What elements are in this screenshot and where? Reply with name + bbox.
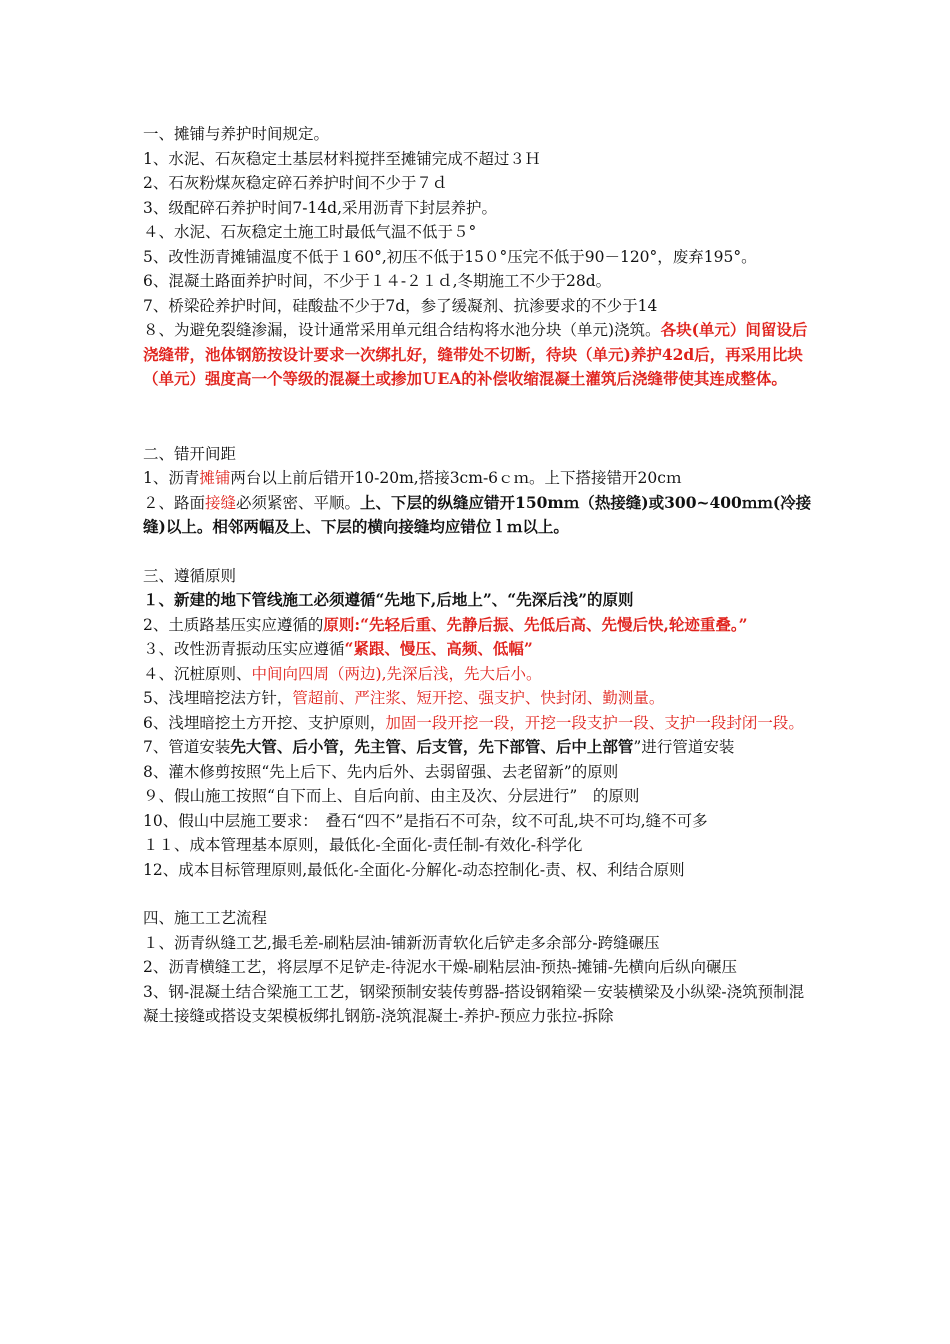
paragraph bbox=[143, 466, 813, 491]
text-run: ４、沉桩原则、 bbox=[143, 664, 252, 683]
paragraph: 7、桥梁砼养护时间，硅酸盐不少于7d，参了缓凝剂、抗渗要求的不少于14 bbox=[143, 296, 658, 315]
highlighted-text: 中间向四周（两边),先深后浅，先大后小。 bbox=[251, 664, 542, 683]
paragraph bbox=[143, 735, 813, 760]
paragraph bbox=[143, 637, 813, 662]
text-run: ３、改性沥青振动压实应遵循 bbox=[143, 640, 345, 658]
section-2 bbox=[143, 442, 813, 540]
paragraph bbox=[143, 613, 813, 638]
text-run: ”进行管道安装 bbox=[633, 738, 735, 756]
paragraph: 5、改性沥青摊铺温度不低于１60°,初压不低于15０°压完不低于90－120°，废弃195°。 bbox=[143, 247, 757, 266]
text-run: 1、沥青 bbox=[143, 469, 200, 487]
section-heading: 三、遵循原则 bbox=[143, 566, 237, 585]
paragraph: １１、成本管理基本原则，最低化-全面化-责任制-有效化-科学化 bbox=[143, 836, 583, 854]
text-run: 2、土质路基压实应遵循的 bbox=[143, 615, 324, 634]
text-run: 7、管道安装 bbox=[143, 738, 231, 756]
section-heading: 二、错开间距 bbox=[143, 444, 237, 463]
section-heading: 一、摊铺与养护时间规定。 bbox=[143, 125, 330, 143]
text-run: 两台以上前后错开10-20m,搭接3cm-6ｃｍ。上下搭接错开20cｍ bbox=[230, 469, 682, 487]
paragraph: １、沥青纵缝工艺,撮毛差-刷粘层油-铺新沥青软化后铲走多余部分-跨缝碾压 bbox=[143, 933, 660, 952]
paragraph: ９、假山施工按照“自下而上、自后向前、由主及次、分层进行” 的原则 bbox=[143, 787, 640, 805]
paragraph: 1、水泥、石灰稳定土基层材料搅拌至摊铺完成不超过３Ｈ bbox=[143, 149, 541, 168]
highlighted-text: 摊铺 bbox=[199, 469, 231, 487]
bold-text: 上、下层的纵缝应错开150mｍ（热接缝)或300~400ｍｍ(冷接缝)以上。相邻两幅及上、下层的横向接缝均应错位ｌｍ以上。 bbox=[143, 492, 812, 536]
paragraph: ４、水泥、石灰稳定土施工时最低气温不低于５° bbox=[143, 223, 477, 241]
text-run: 6、浅埋暗挖土方开挖、支护原则， bbox=[143, 713, 386, 732]
section-4 bbox=[143, 906, 813, 1029]
paragraph: 8、灌木修剪按照“先上后下、先内后外、去弱留强、去老留新”的原则 bbox=[143, 762, 619, 781]
text-run: 5、浅埋暗挖法方针， bbox=[143, 689, 293, 707]
paragraph: 12、成本目标管理原则,最低化-全面化-分解化-动态控制化-责、权、利结合原则 bbox=[143, 860, 685, 879]
section-3 bbox=[143, 564, 813, 883]
bold-text: 先大管、后小管，先主管、后支管，先下部管、后中上部管 bbox=[230, 737, 634, 756]
paragraph: 3、钢-混凝土结合梁施工工艺，钢梁预制安装传剪器-搭设钢箱梁－安装横梁及小纵梁-浇筑预制混凝土接缝或搭设支架模板绑扎钢筋-浇筑混凝土-养护-预应力张拉-拆除 bbox=[143, 982, 805, 1025]
paragraph bbox=[143, 686, 813, 711]
text-run: 必须紧密、平顺。 bbox=[236, 493, 361, 512]
paragraph: 6、混凝土路面养护时间，不少于１４-２１ｄ,冬期施工不少于28d。 bbox=[143, 272, 612, 290]
highlighted-text: 管超前、严注浆、短开挖、强支护、快封闭、勤测量。 bbox=[292, 689, 665, 707]
text-run: ２、路面 bbox=[143, 493, 206, 512]
section-1 bbox=[143, 122, 813, 392]
highlighted-text: 各块(单元）间留设后浇缝带，池体钢筋按设计要求一次绑扎好，缝带处不切断，待块（单元)养护42d后，再采用比块（单元）强度高一个等级的混凝土或掺加ＵEA的补偿收缩混凝土灌筑后浇缝带使其连成整体。 bbox=[143, 320, 808, 388]
text-run: ８、为避免裂缝渗漏，设计通常采用单元组合结构将水池分块（单元)浇筑。 bbox=[143, 321, 661, 339]
paragraph bbox=[143, 662, 813, 687]
paragraph: 2、石灰粉煤灰稳定碎石养护时间不少于７ｄ bbox=[143, 174, 448, 192]
highlighted-text: 加固一段开挖一段，开挖一段支护一段、支护一段封闭一段。 bbox=[385, 713, 804, 732]
paragraph: １、新建的地下管线施工必须遵循“先地下,后地上”、“先深后浅”的原则 bbox=[143, 590, 634, 609]
paragraph bbox=[143, 491, 813, 540]
paragraph: 3、级配碎石养护时间7-14d,采用沥青下封层养护。 bbox=[143, 198, 498, 217]
paragraph: 2、沥青横缝工艺，将层厚不足铲走-待泥水干燥-刷粘层油-预热-摊铺-先横向后纵向碾压 bbox=[143, 958, 738, 976]
paragraph bbox=[143, 318, 813, 392]
highlighted-text: “紧跟、慢压、高频、低幅” bbox=[344, 639, 533, 658]
section-heading: 四、施工工艺流程 bbox=[143, 909, 268, 927]
paragraph: 10、假山中层施工要求： 叠石“四不”是指石不可杂，纹不可乱,块不可均,缝不可多 bbox=[143, 811, 708, 830]
highlighted-text: 接缝 bbox=[205, 493, 237, 512]
highlighted-text: 原则:“先轻后重、先静后振、先低后高、先慢后快,轮迹重叠。” bbox=[323, 614, 748, 634]
paragraph bbox=[143, 711, 813, 736]
document-body bbox=[143, 122, 813, 1029]
